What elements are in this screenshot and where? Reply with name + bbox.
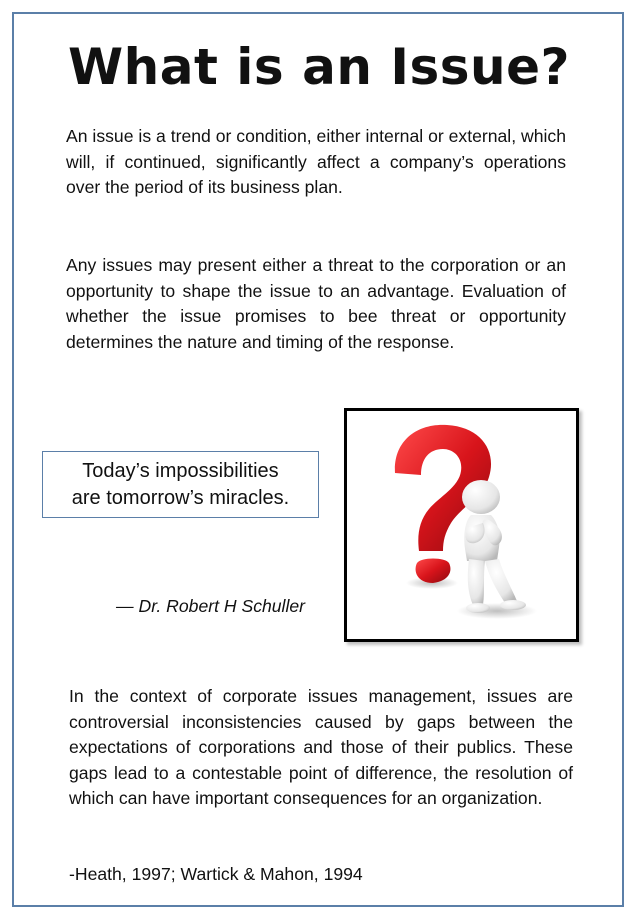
page-title: What is an Issue?: [68, 38, 570, 96]
quote-author: — Dr. Robert H Schuller: [116, 596, 306, 616]
definition-paragraph: An issue is a trend or condition, either internal or external, which will, if continued, significantly affect a company’s operations over the period of its business plan.: [66, 126, 566, 197]
question-mark-image: [344, 408, 579, 642]
quote-line-1: Today’s impossibilities: [82, 460, 279, 482]
citation: -Heath, 1997; Wartick & Mahon, 1994: [69, 864, 363, 884]
quote-box: [42, 451, 319, 518]
question-mark-thinking-figure-icon: [347, 411, 576, 639]
threat-opportunity-paragraph: Any issues may present either a threat to the corporation or an opportunity to shape the issue to an advantage. Evaluation of whether the issue promises to bee threat or opportunity determines the nature and timing of the response.: [66, 255, 566, 352]
quote-line-2: are tomorrow’s miracles.: [71, 487, 290, 509]
context-paragraph: In the context of corporate issues management, issues are controversial inconsistencies caused by gaps between the expectations of corporations and those of their publics. These gaps lead to a contestable point of difference, the resolution of which can have important consequences for an organization.: [69, 686, 573, 808]
